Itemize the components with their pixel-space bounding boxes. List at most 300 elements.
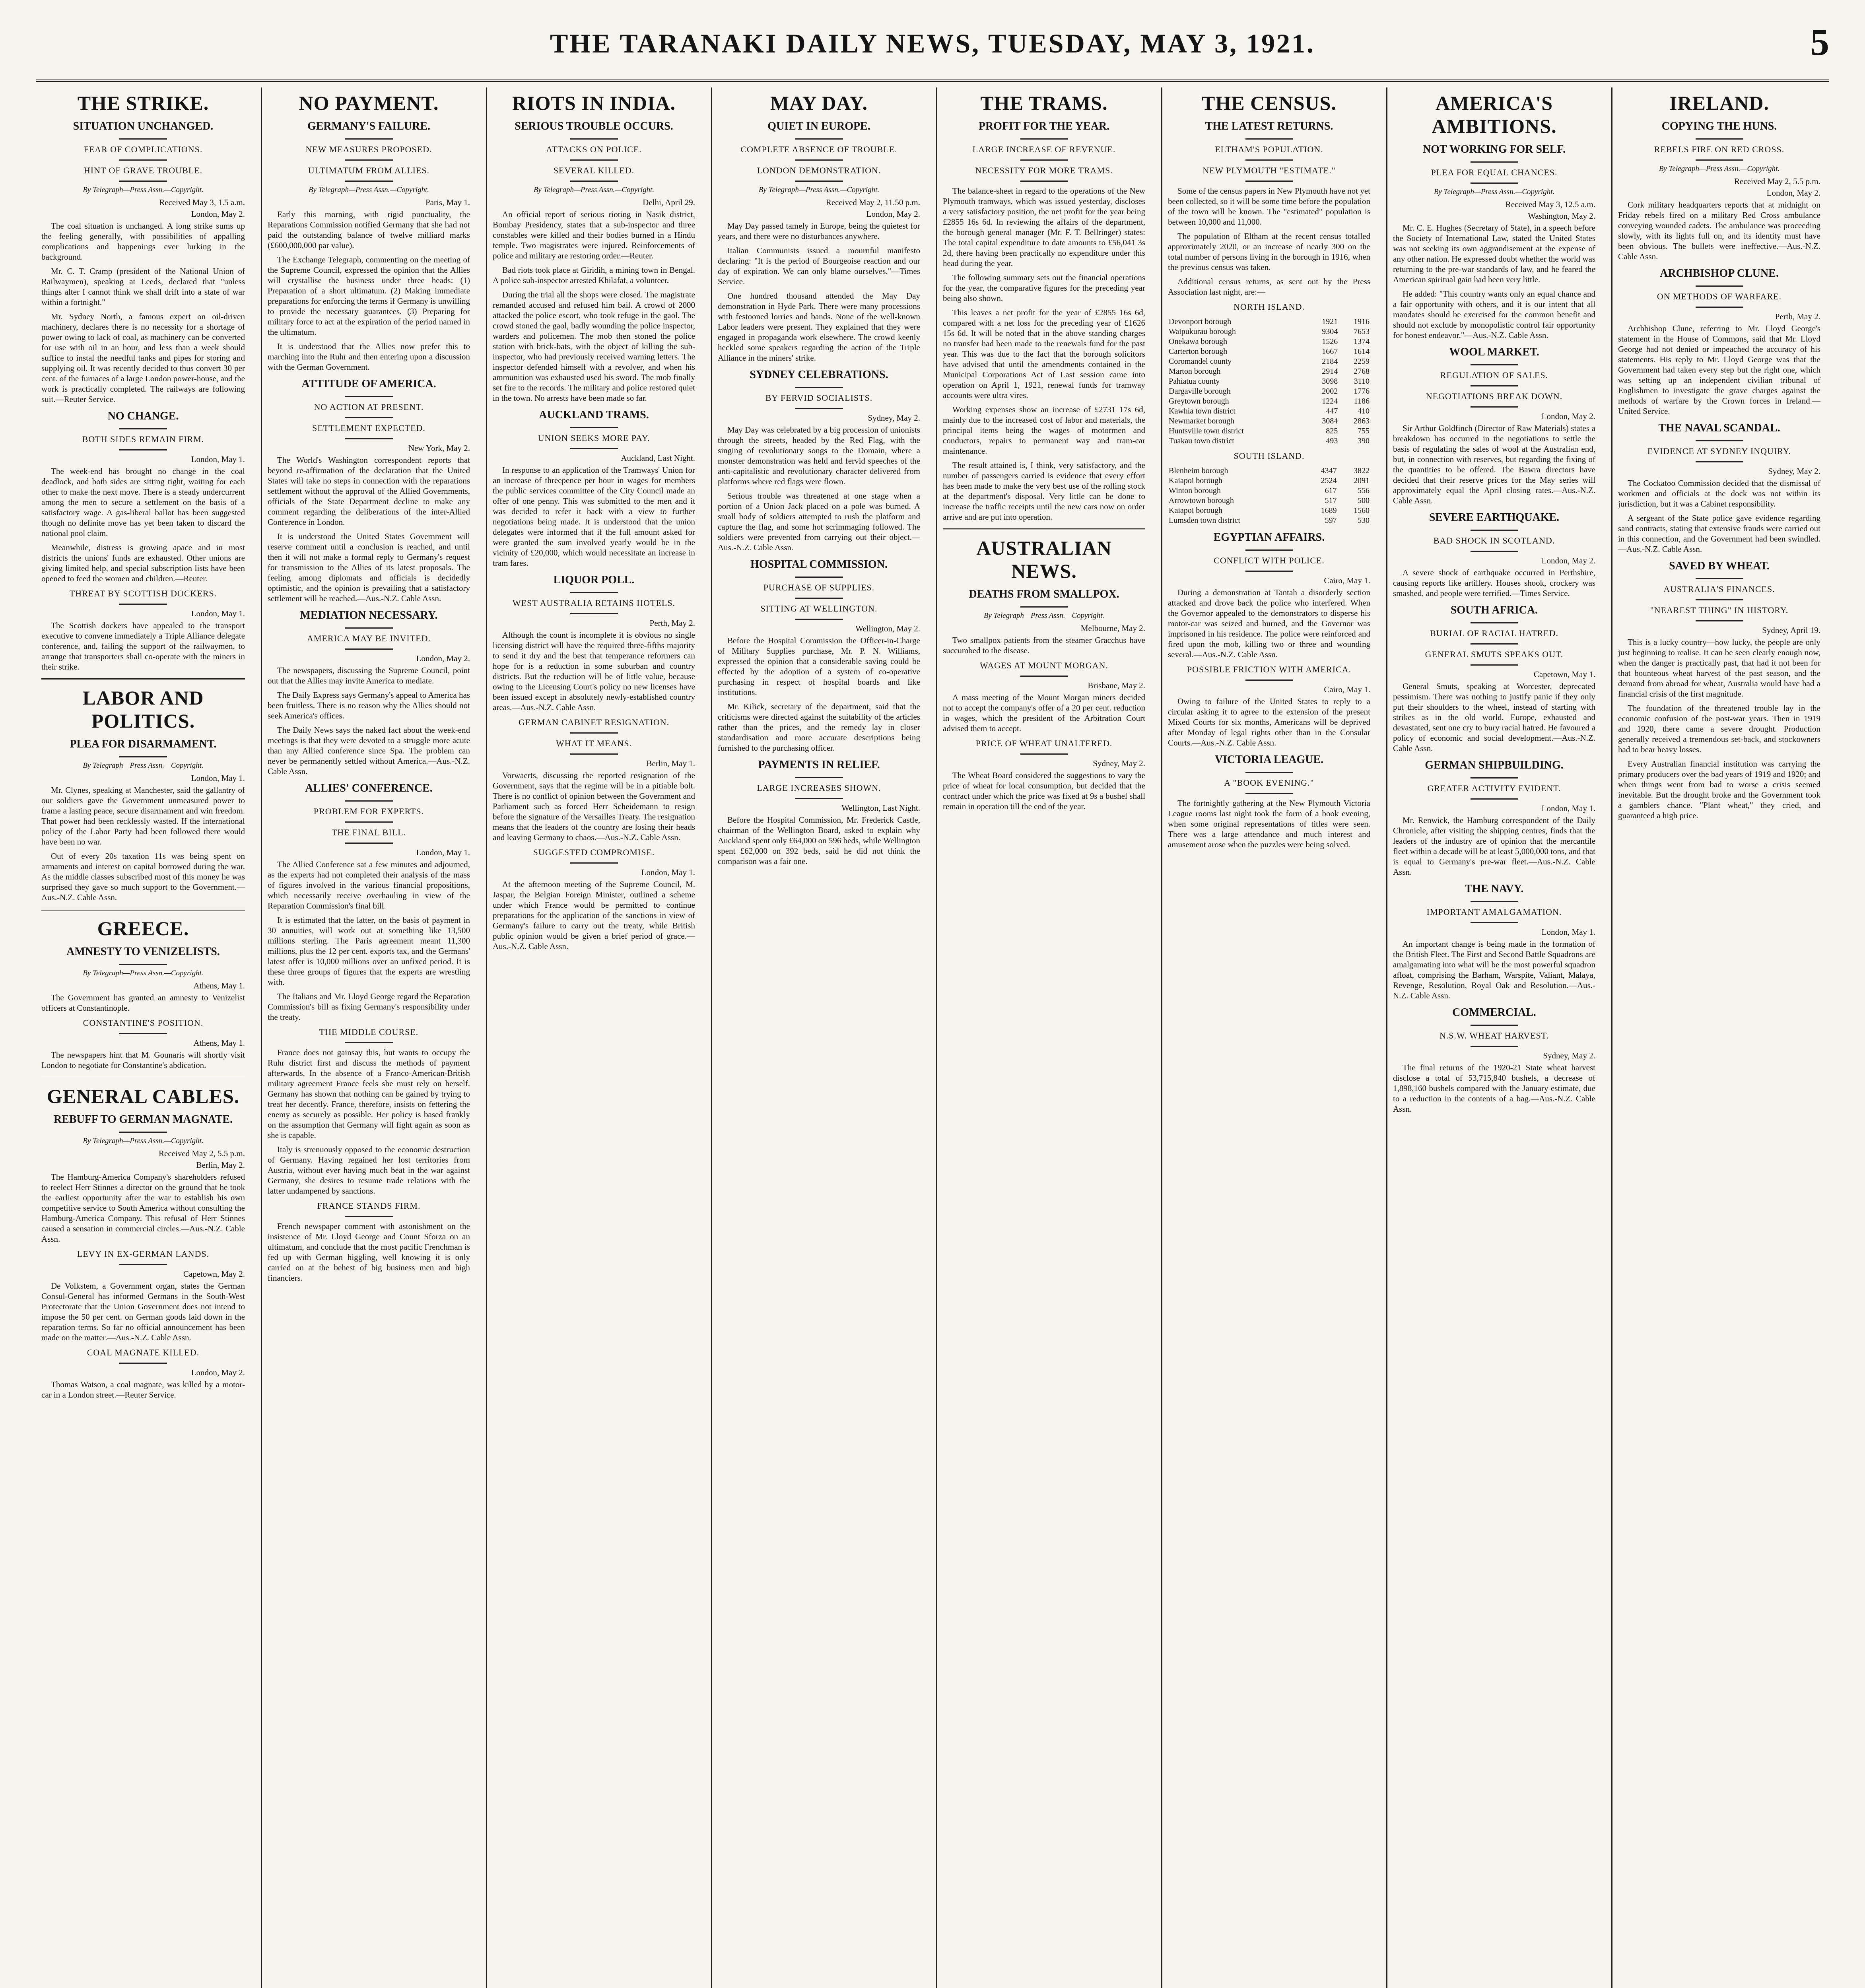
article-subhead: PROFIT FOR THE YEAR.: [978, 120, 1110, 132]
article-section: [493, 574, 695, 712]
dateline: Auckland, Last Night.: [621, 453, 695, 463]
article-section: [493, 717, 695, 843]
divider-rule: [119, 756, 167, 757]
article-paragraph: May Day was celebrated by a big procession of unionists through the streets, headed by the Red Flag, with the singing of revolutionary songs to the Domain, where a monster demonstration was held and fervid speeches of the anti-capitalistic and revolutionary character delivered from platforms where red flags were flown.: [718, 425, 920, 486]
divider-rule: [1471, 777, 1518, 779]
dateline: Wellington, Last Night.: [841, 803, 920, 813]
article: [1393, 91, 1595, 1114]
dateline: Cairo, May 1.: [1324, 576, 1370, 585]
census-row: [1168, 396, 1370, 406]
received-time: Received May 2, 5.5 p.m.: [159, 1149, 245, 1158]
dateline: Cairo, May 1.: [1324, 685, 1370, 694]
section-subhead: PURCHASE OF SUPPLIES.: [763, 582, 875, 592]
press-credit: By Telegraph—Press Assn.—Copyright.: [83, 761, 204, 770]
section-subhead: THREAT BY SCOTTISH DOCKERS.: [69, 588, 217, 598]
article-subhead: ELTHAM'S POPULATION.: [1215, 144, 1323, 154]
divider-rule: [795, 619, 843, 620]
article-headline: RIOTS IN INDIA.: [512, 92, 676, 114]
article-section: [1393, 346, 1595, 506]
section-subhead: PRICE OF WHEAT UNALTERED.: [975, 738, 1113, 748]
column-1: [36, 87, 251, 1988]
divider-rule: [1471, 664, 1518, 666]
article-subhead: SEVERAL KILLED.: [553, 165, 635, 175]
census-cell: 1526: [1322, 337, 1338, 346]
census-row: [1168, 476, 1370, 486]
article-section: [41, 1018, 245, 1070]
section-subhead: BURIAL OF RACIAL HATRED.: [1430, 628, 1559, 638]
article-paragraph: An important change is being made in the formation of the British Fleet. The First and Second Battle Squadrons are amalgamating into what will be the most powerful squadron afloat, comprising the Barham, Warspite, Valiant, Malaya, Revenge, Resolution, Royal Oak and Resolution.—Aus.-N.Z. Cable Assn.: [1393, 939, 1595, 1000]
press-credit: By Telegraph—Press Assn.—Copyright.: [83, 969, 204, 977]
divider-rule: [1245, 772, 1293, 773]
dateline: London, May 1.: [191, 609, 245, 618]
article-paragraph: It is understood that the Allies now prefer this to marching into the Ruhr and then entering upon a discussion with the German Government.: [268, 342, 470, 372]
article-headline: AMERICA'S AMBITIONS.: [1432, 92, 1557, 137]
section-subhead: BAD SHOCK IN SCOTLAND.: [1433, 536, 1555, 546]
article-paragraph: Italian Communists issued a mournful manifesto declaring: "It is the period of Bourgeoise reaction and our day of expiration. We can only blame ourselves."—Times Service.: [718, 246, 920, 286]
article: [943, 528, 1145, 812]
article-section: [1393, 759, 1595, 877]
article-subhead: PLEA FOR EQUAL CHANCES.: [1431, 167, 1558, 177]
divider-rule: [1020, 606, 1068, 608]
section-subhead: ARCHBISHOP CLUNE.: [1660, 267, 1779, 280]
article-paragraph: The following summary sets out the financial operations for the year, the comparative figures for the preceding year being also shown.: [943, 273, 1145, 303]
divider-rule: [119, 1033, 167, 1034]
census-cell: 597: [1325, 516, 1337, 525]
article-section: [1168, 531, 1370, 660]
received-time: Received May 3, 1.5 a.m.: [159, 198, 245, 207]
census-cell: Marton borough: [1169, 367, 1221, 376]
divider-rule: [570, 753, 618, 755]
section-subhead: NEGOTIATIONS BREAK DOWN.: [1426, 391, 1563, 401]
census-heading: SOUTH ISLAND.: [1234, 451, 1305, 461]
census-cell: 447: [1326, 407, 1338, 415]
article-section: [493, 409, 695, 568]
dateline: Sydney, May 2.: [868, 413, 920, 423]
census-cell: 1689: [1321, 506, 1337, 515]
article-headline: THE STRIKE.: [77, 92, 209, 114]
census-cell: 2259: [1354, 357, 1370, 366]
section-subhead: GREATER ACTIVITY EVIDENT.: [1427, 783, 1561, 793]
section-subhead: "NEAREST THING" IN HISTORY.: [1650, 605, 1789, 615]
census-cell: 1921: [1322, 317, 1338, 326]
census-cell: Tuakau town district: [1169, 437, 1234, 445]
article-subhead: SERIOUS TROUBLE OCCURS.: [515, 120, 673, 132]
section-subhead: SETTLEMENT EXPECTED.: [312, 423, 425, 433]
section-subhead: A "BOOK EVENING.": [1224, 778, 1314, 788]
divider-rule: [570, 732, 618, 734]
section-subhead: WAGES AT MOUNT MORGAN.: [979, 660, 1109, 670]
article-subhead: SITUATION UNCHANGED.: [73, 120, 214, 132]
article-paragraph: Bad riots took place at Giridih, a mining town in Bengal. A police sub-inspector arrested Khilafat, a volunteer.: [493, 265, 695, 285]
article-paragraph: Out of every 20s taxation 11s was being spent on armaments and interest on capital borrowed during the war. As the middle classes subscribed most of this money he was surprised they gave so much support to the Government.—Aus.-N.Z. Cable Assn.: [41, 851, 245, 902]
press-credit: By Telegraph—Press Assn.—Copyright.: [758, 186, 880, 194]
press-credit: By Telegraph—Press Assn.—Copyright.: [983, 612, 1105, 620]
census-row: [1168, 516, 1370, 526]
divider-rule: [119, 1363, 167, 1364]
dateline: London, May 1.: [641, 868, 695, 877]
article: [943, 91, 1145, 522]
article-paragraph: Vorwaerts, discussing the reported resignation of the Government, says that the regime will be in a pitiable bolt. There is no conflict of opinion between the Government and Parliament such as forced Herr Scheidemann to resign before the signature of the Versailles Treaty. The resignation means that the leaders of the country are losing their heads and leaving Germany to chaos.—Aus.-N.Z. Cable Assn.: [493, 771, 695, 842]
article-paragraph: During the trial all the shops were closed. The magistrate remanded accused and refused him bail. A crowd of 2000 attacked the police escort, who took refuge in the gaol. The crowd stoned the gaol, badly wounding the police inspector, warders and policemen. The mob then stoned the police station with brick-bats, with the object of killing the sub-inspector, who had previously received warning letters. The inspector defended himself with a revolver, and when his ammunition was exhausted used his sword. The mob finally set fire to the records. The military and police restored quiet in the town. No arrests have been made so far.: [493, 290, 695, 403]
article: [41, 91, 245, 672]
divider-rule: [119, 159, 167, 161]
divider-rule: [119, 964, 167, 965]
article-subhead: LARGE INCREASE OF REVENUE.: [972, 144, 1116, 154]
section-subhead: ATTITUDE OF AMERICA.: [301, 378, 436, 390]
census-cell: 3098: [1322, 377, 1338, 386]
dateline: Capetown, May 2.: [183, 1269, 245, 1279]
dateline: Sydney, May 2.: [1768, 466, 1820, 476]
census-row: [1168, 377, 1370, 386]
article-paragraph: The population of Eltham at the recent census totalled approximately 2020, or an increase of nearly 300 on the total number of persons living in the borough in 1916, when the previous census was taken.: [1168, 231, 1370, 272]
section-subhead: LEVY IN EX-GERMAN LANDS.: [77, 1249, 210, 1259]
article-subhead: FEAR OF COMPLICATIONS.: [84, 144, 203, 154]
dateline: Sydney, May 2.: [1093, 759, 1145, 768]
divider-rule: [119, 138, 167, 140]
dateline: London, May 1.: [191, 454, 245, 464]
divider-rule: [1471, 551, 1518, 552]
census-row: [1168, 506, 1370, 516]
section-subhead: IMPORTANT AMALGAMATION.: [1426, 907, 1562, 917]
article-subhead: COMPLETE ABSENCE OF TROUBLE.: [740, 144, 898, 154]
census-cell: Newmarket borough: [1169, 417, 1234, 425]
article-paragraph: This leaves a net profit for the year of £2855 16s 6d, compared with a net loss for the preceding year of £1626 15s 6d. It will be noted that in the above standing charges no transfer had been made to the renewals fund for the past year. This was due to the fact that the borough solicitors have advised that until the amendments contained in the Municipal Corporations Act of Last session came into operation on April 1, 1921, renewal funds for tramway accounts were ultra vires.: [943, 308, 1145, 400]
divider-rule: [1696, 578, 1743, 579]
divider-rule: [1471, 643, 1518, 645]
article-paragraph: Italy is strenuously opposed to the economic destruction of Germany. Having regained her lost territories from Austria, without ever having much beat in the war against Germany, she desires to resume trade relations with the latter undampened by sanctions.: [268, 1145, 470, 1196]
divider-rule: [345, 181, 393, 182]
section-subhead: SUGGESTED COMPROMISE.: [533, 847, 655, 857]
census-cell: 3822: [1354, 466, 1370, 475]
article-paragraph: France does not gainsay this, but wants to occupy the Ruhr district first and discuss the methods of payment afterwards. In the absence of a Franco-American-British military agreement France feels she must rely on herself. Germany has shown that nothing can be gained by trying to treat her decently. France, therefore, insists on fettering the enemy as securely as possible. Her policy is based frankly on the assumption that Germany will fight again as soon as she is capable.: [268, 1048, 470, 1140]
dateline: Sydney, April 19.: [1762, 625, 1820, 635]
article-section: [268, 378, 470, 604]
divider-rule: [795, 159, 843, 161]
section-subhead: ON METHODS OF WARFARE.: [1657, 291, 1782, 301]
census-row: [1168, 486, 1370, 496]
census-row: [1168, 327, 1370, 337]
article-subhead: LONDON DEMONSTRATION.: [757, 165, 881, 175]
divider-rule: [570, 427, 618, 428]
article-section: [1618, 267, 1820, 416]
dateline: London, May 2.: [866, 209, 920, 219]
census-row: [1168, 337, 1370, 347]
article-paragraph: Cork military headquarters reports that at midnight on Friday rebels fired on a military Red Cross ambulance conveying wounded cadets. The ambulance was proceeding slowly, with its lights full on, and its identity must have been obvious. The bullets were ineffective.—Aus.-N.Z. Cable Assn.: [1618, 200, 1820, 261]
census-row: [1168, 496, 1370, 506]
article-section: [943, 660, 1145, 734]
article-subhead: COPYING THE HUNS.: [1661, 120, 1777, 132]
dateline: London, May 2.: [1541, 556, 1595, 565]
article-paragraph: Owing to failure of the United States to reply to a circular asking it to agree to the extension of the present Mixed Courts for six months, Americans will be deprived after Monday of legal rights other than in the Consular Courts.—Aus.-N.Z. Cable Assn.: [1168, 697, 1370, 747]
article-paragraph: The balance-sheet in regard to the operations of the New Plymouth tramways, which was issued yesterday, discloses a very satisfactory position, the net profit for the year being £2855 16s 6d. In reviewing the affairs of the department, the borough general manager (Mr. F. T. Bellringer) states: The total capital expenditure to date amounts to £56,041 3s 2d, there having been practically no expenditure under this head during the year.: [943, 186, 1145, 268]
dateline: Paris, May 1.: [425, 198, 470, 207]
section-subhead: HOSPITAL COMMISSION.: [750, 558, 888, 571]
page-number: 5: [1810, 21, 1829, 63]
article-subhead: QUIET IN EUROPE.: [767, 120, 870, 132]
divider-rule: [1245, 138, 1293, 140]
dateline: Delhi, April 29.: [643, 198, 695, 207]
article-paragraph: Archbishop Clune, referring to Mr. Lloyd George's statement in the House of Commons, said that Mr. Lloyd George had not denied or impeached the accuracy of his statements. His reply to Mr. Lloyd George was that the Government had taken every step but the right one, which was setting up an independent civilian tribunal of Englishmen to investigate the grave charges against the methods of warfare by the Crown forces in Ireland.—United Service.: [1618, 324, 1820, 416]
section-subhead: PAYMENTS IN RELIEF.: [758, 759, 880, 771]
article-paragraph: The coal situation is unchanged. A long strike sums up the feeling generally, with possibilities of appalling complications and happenings ever lurking in the background.: [41, 221, 245, 262]
divider-rule: [1696, 307, 1743, 308]
divider-rule: [345, 843, 393, 844]
dateline: London, May 2.: [1541, 412, 1595, 421]
divider-rule: [345, 648, 393, 650]
article-paragraph: The Daily Express says Germany's appeal to America has been fruitless. There is no reason why the Allies should not seek America's offices.: [268, 690, 470, 720]
census-row: [1168, 416, 1370, 426]
divider-rule: [119, 604, 167, 605]
column-3: [486, 87, 701, 1988]
article-paragraph: This is a lucky country—how lucky, the people are only just beginning to realise. It can be seen clearly enough now, when the danger is practically past, that had it not been for that bounteous wheat harvest of the past season, and the demand from abroad for wheat, Australia would have had a financial crisis of the first magnitude.: [1618, 637, 1820, 699]
section-subhead: CONSTANTINE'S POSITION.: [83, 1018, 204, 1028]
received-time: Received May 2, 11.50 p.m.: [826, 198, 920, 207]
section-subhead: VICTORIA LEAGUE.: [1214, 753, 1324, 766]
dateline: New York, May 2.: [408, 443, 470, 453]
article-section: [268, 609, 470, 777]
dateline: Athens, May 1.: [193, 981, 245, 990]
census-row: [1168, 386, 1370, 396]
article-subhead: PLEA FOR DISARMAMENT.: [70, 738, 217, 750]
section-subhead: WOOL MARKET.: [1449, 346, 1539, 358]
section-subhead: NO CHANGE.: [107, 410, 179, 422]
divider-rule: [795, 408, 843, 409]
census-cell: 4347: [1321, 466, 1337, 475]
census-cell: Kaiapoi borough: [1169, 476, 1222, 485]
divider-rule: [795, 577, 843, 578]
article-paragraph: Two smallpox patients from the steamer Gracchus have succumbed to the disease.: [943, 635, 1145, 655]
census-cell: 1224: [1322, 397, 1338, 406]
section-subhead: WHAT IT MEANS.: [556, 738, 632, 748]
divider-rule: [345, 627, 393, 629]
census-row: [1168, 357, 1370, 367]
divider-rule: [1471, 798, 1518, 800]
census-cell: Waipukurau borough: [1169, 327, 1236, 336]
article-subhead: THE LATEST RETURNS.: [1205, 120, 1333, 132]
divider-rule: [795, 387, 843, 388]
divider-rule: [119, 1264, 167, 1265]
article-paragraph: A severe shock of earthquake occurred in Perthshire, causing reports like artillery. Houses shook, crockery was smashed, and people were terrified.—Times Service.: [1393, 568, 1595, 598]
article: [41, 1077, 245, 1400]
article: [41, 909, 245, 1070]
column-8: [1611, 87, 1826, 1988]
article-paragraph: The week-end has brought no change in the coal deadlock, and both sides are sitting tight, waiting for each other to make the next move. There is a steady undercurrent among the men to secure a settlement on the basis of a satisfactory wage. A gas-liberal ballot has been suggested though no definite move has yet been taken to discard the national pool claim.: [41, 466, 245, 538]
article-headline: GREECE.: [97, 917, 189, 940]
divider-rule: [1696, 620, 1743, 621]
divider-rule: [1471, 385, 1518, 386]
article-section: [1168, 753, 1370, 850]
divider-rule: [570, 862, 618, 864]
divider-rule: [570, 181, 618, 182]
article-paragraph: Mr. C. E. Hughes (Secretary of State), in a speech before the Society of International Law, stated the United States was not seeking its own aggrandisement at the expense of any other nation. He expressed doubt whether the world was returning to the pre-war standards of law, and he feared the American spiritual gain had been very little.: [1393, 223, 1595, 284]
section-subhead: LIQUOR POLL.: [553, 574, 635, 586]
divider-rule: [1245, 159, 1293, 161]
dateline: London, May 2.: [416, 654, 470, 663]
article-headline: THE CENSUS.: [1202, 92, 1337, 114]
section-subhead: THE NAVAL SCANDAL.: [1658, 422, 1780, 434]
article-paragraph: The final returns of the 1920-21 State wheat harvest disclose a total of 53,715,840 bushels, a decrease of 1,898,160 bushels compared with the January estimate, due to a reduction in the contents of a bag.—Aus.-N.Z. Cable Assn.: [1393, 1063, 1595, 1114]
article-paragraph: Sir Arthur Goldfinch (Director of Raw Materials) states a breakdown has occurred in the negotiations to settle the basis of regulating the sales of wool at the Australian end, but, in connection with reserves, but regarding the fixing of the quantities to be offered. The Bawra directors have decided that their reserve prices for the May series will approximately equal the April closing rates.—Aus.-N.Z. Cable Assn.: [1393, 423, 1595, 505]
article-paragraph: Mr. Renwick, the Hamburg correspondent of the Daily Chronicle, after visiting the shipping centres, finds that the leaders of the industry are of opinion that the mercantile fleet within a decade will be at least 5,000,000 tons, and that is equal to Germany's pre-war fleet.—Aus.-N.Z. Cable Assn.: [1393, 815, 1595, 877]
article-subhead: AMNESTY TO VENIZELISTS.: [66, 945, 220, 958]
dateline: Washington, May 2.: [1528, 211, 1595, 221]
divider-rule: [1471, 1025, 1518, 1026]
article-section: [718, 558, 920, 753]
dateline: Perth, May 2.: [649, 618, 695, 628]
section-subhead: CONFLICT WITH POLICE.: [1214, 555, 1325, 565]
article-paragraph: The Scottish dockers have appealed to the transport executive to convene immediately a Triple Alliance delegate conference, and, failing the support of the railwaymen, to arrange that transporters shall co-operate with the miners in their strike.: [41, 621, 245, 672]
section-subhead: COAL MAGNATE KILLED.: [87, 1347, 200, 1357]
article-subhead: NOT WORKING FOR SELF.: [1423, 143, 1566, 155]
article-section: [41, 588, 245, 672]
divider-rule: [795, 798, 843, 799]
article-paragraph: Early this morning, with rigid punctuality, the Reparations Commission notified Germany that she had not paid the outstanding balance of twelve milliard marks (£600,000,000 par value).: [268, 210, 470, 250]
press-credit: By Telegraph—Press Assn.—Copyright.: [83, 1137, 204, 1145]
received-time: Received May 2, 5.5 p.m.: [1734, 177, 1820, 186]
article-paragraph: Meanwhile, distress is growing apace and in most districts the unions' funds are exhausted. Other unions are giving limited help, and special subscription lists have been opened to feed the women and children.—Reuter.: [41, 543, 245, 583]
article-section: [1618, 560, 1820, 821]
divider-rule: [1696, 138, 1743, 140]
article-paragraph: One hundred thousand attended the May Day demonstration in Hyde Park. There were many processions with festooned lorries and bands. None of the well-known Labor leaders were present. They explained that they were engaged in propaganda work elsewhere. The crowd keenly heckled some speakers regarding the action of the Triple Alliance in the miners' strike.: [718, 291, 920, 363]
divider-rule: [1696, 440, 1743, 441]
divider-rule: [345, 438, 393, 439]
section-subhead: UNION SEEKS MORE PAY.: [538, 433, 650, 443]
divider-rule: [345, 800, 393, 802]
divider-rule: [795, 181, 843, 182]
dateline: London, May 2.: [191, 209, 245, 219]
section-subhead: N.S.W. WHEAT HARVEST.: [1439, 1031, 1549, 1041]
article-paragraph: He added: "This country wants only an equal chance and a fair opportunity with others, and it is our intent that all mandates should be exercised for the common benefit and should not exclude by monopolistic control fair opportunity for honest endeavor."—Aus.-N.Z. Cable Assn.: [1393, 289, 1595, 340]
divider-rule: [345, 821, 393, 823]
divider-rule: [795, 138, 843, 140]
divider-rule: [345, 138, 393, 140]
column-7: [1386, 87, 1601, 1988]
census-cell: 2768: [1354, 367, 1370, 376]
article-paragraph: Before the Hospital Commission the Officer-in-Charge of Military Supplies purchase, Mr. P. N. Williams, expressed the opinion that a considerable saving could be effected by the adoption of a system of co-operative purchasing in respect of hospital boards and like institutions.: [718, 636, 920, 697]
section-subhead: SYDNEY CELEBRATIONS.: [750, 369, 888, 381]
dateline: Sydney, May 2.: [1543, 1051, 1595, 1060]
census-cell: 3110: [1354, 377, 1370, 386]
census-cell: 2091: [1354, 476, 1370, 485]
article-paragraph: Thomas Watson, a coal magnate, was killed by a motor-car in a London street.—Reuter Service.: [41, 1380, 245, 1400]
divider-rule: [570, 138, 618, 140]
divider-rule: [1696, 599, 1743, 600]
dateline: London, May 1.: [1541, 804, 1595, 813]
article: [1618, 91, 1820, 821]
census-cell: 9304: [1322, 327, 1338, 336]
census-cell: 530: [1358, 516, 1370, 525]
census-cell: 1667: [1322, 347, 1338, 356]
article-headline: MAY DAY.: [770, 92, 868, 114]
divider-rule: [1471, 161, 1518, 163]
divider-rule: [570, 592, 618, 593]
section-subhead: AMERICA MAY BE INVITED.: [307, 633, 431, 643]
column-4: [711, 87, 926, 1988]
census-row: [1168, 466, 1370, 476]
article-headline: LABOR AND POLITICS.: [82, 687, 204, 732]
divider-rule: [1471, 406, 1518, 408]
divider-rule: [119, 181, 167, 182]
divider-rule: [795, 777, 843, 778]
article-paragraph: General Smuts, speaking at Worcester, deprecated pessimism. There was nothing to justify panic if they only put their shoulders to the wheel, instead of starting with strikes as in the old world. Europe, exhausted and devastated, sent one cry to bury racial hatred. He favoured a policy of economic and social development.—Aus.-N.Z. Cable Assn.: [1393, 681, 1595, 753]
divider-rule: [1245, 181, 1293, 182]
article-section: [1618, 422, 1820, 554]
dateline: Berlin, May 2.: [196, 1160, 245, 1170]
census-cell: Carterton borough: [1169, 347, 1228, 356]
census-row: [1168, 436, 1370, 446]
dateline: Wellington, May 2.: [855, 624, 920, 633]
divider-rule: [1471, 901, 1518, 902]
section-subhead: SOUTH AFRICA.: [1450, 604, 1538, 616]
census-cell: Coromandel county: [1169, 357, 1232, 366]
census-cell: 7653: [1354, 327, 1370, 336]
census-row: [1168, 406, 1370, 416]
census-cell: Winton borough: [1169, 486, 1221, 495]
divider-rule: [345, 1042, 393, 1043]
census-cell: 1374: [1354, 337, 1370, 346]
columns: [36, 87, 1829, 1988]
dateline: London, May 1.: [1541, 927, 1595, 937]
article-paragraph: The Wheat Board considered the suggestions to vary the price of wheat for local consumption, but decided that the contract under which the price was fixed at 9s a bushel shall remain in operation till the end of the year.: [943, 771, 1145, 811]
divider-rule: [1245, 549, 1293, 551]
article-paragraph: The foundation of the threatened trouble lay in the economic confusion of the post-war years. Then in 1919 and 1920, there came a severe drought. Production generally received a tremendous set-back, and stockowners had to bear heavy losses.: [1618, 703, 1820, 754]
masthead-title: THE TARANAKI DAILY NEWS, TUESDAY, MAY 3, 1921.: [550, 28, 1315, 58]
census-cell: 755: [1358, 427, 1370, 435]
section-subhead: EGYPTIAN AFFAIRS.: [1213, 531, 1325, 544]
census-cell: 1186: [1354, 397, 1370, 406]
section-subhead: GENERAL SMUTS SPEAKS OUT.: [1425, 649, 1564, 659]
article-paragraph: Mr. Clynes, speaking at Manchester, said the gallantry of our soldiers gave the Government unmeasured power to frame a lasting peace, secure disarmament and win freedom. That power had been recklessly wasted. If the international policy of the Labor Party had been followed there would have been no war.: [41, 785, 245, 846]
article-section: [718, 369, 920, 553]
census-heading: NORTH ISLAND.: [1233, 302, 1305, 312]
article-paragraph: Working expenses show an increase of £2731 17s 6d, mainly due to the increased cost of labor and materials, the principal items being the wages of motormen and conductors, repairs to permanent way and tram-car maintenance.: [943, 405, 1145, 456]
article-subhead: GERMANY'S FAILURE.: [307, 120, 431, 132]
section-subhead: GERMAN SHIPBUILDING.: [1425, 759, 1564, 771]
census-cell: Kaiapoi borough: [1169, 506, 1222, 515]
dateline: Perth, May 2.: [1775, 312, 1820, 321]
divider-rule: [1020, 159, 1068, 161]
article-headline: NO PAYMENT.: [299, 92, 439, 114]
section-subhead: THE MIDDLE COURSE.: [319, 1027, 419, 1037]
section-subhead: COMMERCIAL.: [1452, 1006, 1536, 1019]
article: [1168, 91, 1370, 850]
article-section: [1393, 511, 1595, 598]
census-row: [1168, 347, 1370, 357]
census-cell: 517: [1325, 496, 1337, 505]
dateline: Melbourne, May 2.: [1080, 623, 1145, 633]
article-paragraph: A sergeant of the State police gave evidence regarding sand contracts, stating that extensive frauds were carried out in this connection, and the Government had been swindled.—Aus.-N.Z. Cable Assn.: [1618, 513, 1820, 554]
article-subhead: ULTIMATUM FROM ALLIES.: [308, 165, 430, 175]
article-section: [41, 1347, 245, 1400]
article-paragraph: The newspapers, discussing the Supreme Council, point out that the Allies may invite America to mediate.: [268, 666, 470, 685]
census-cell: 2863: [1354, 417, 1370, 425]
divider-rule: [345, 396, 393, 397]
census-table-south: [1168, 466, 1370, 526]
received-time: Received May 3, 12.5 a.m.: [1505, 200, 1595, 209]
article-paragraph: In response to an application of the Tramways' Union for an increase of threepence per hour in wages for members the public services committee of the City Council made an offer of one penny. This was submitted to the men and it was decided to refer it back with a view to further negotiations being made. It is understood that the union delegates were informed that if the full amount asked for were granted the sum involved yearly would be in the vicinity of £20,000, which would necessitate an increase in tram fares.: [493, 465, 695, 568]
divider-rule: [570, 613, 618, 614]
article-section: [493, 847, 695, 951]
press-credit: By Telegraph—Press Assn.—Copyright.: [1434, 188, 1555, 196]
article-paragraph: The result attained is, I think, very satisfactory, and the number of passengers carried is evidence that every effort has been made to make the very best use of the rolling stock at the department's disposal. Very little can be done to increase the traffic receipts until the new cars now on order arrive and are put into operation.: [943, 460, 1145, 522]
section-subhead: THE FINAL BILL.: [331, 827, 406, 837]
census-row: [1168, 317, 1370, 327]
divider-rule: [1020, 676, 1068, 677]
census-cell: 410: [1358, 407, 1370, 415]
column-5: [936, 87, 1151, 1988]
article-section: [1393, 604, 1595, 753]
divider-rule: [795, 598, 843, 599]
